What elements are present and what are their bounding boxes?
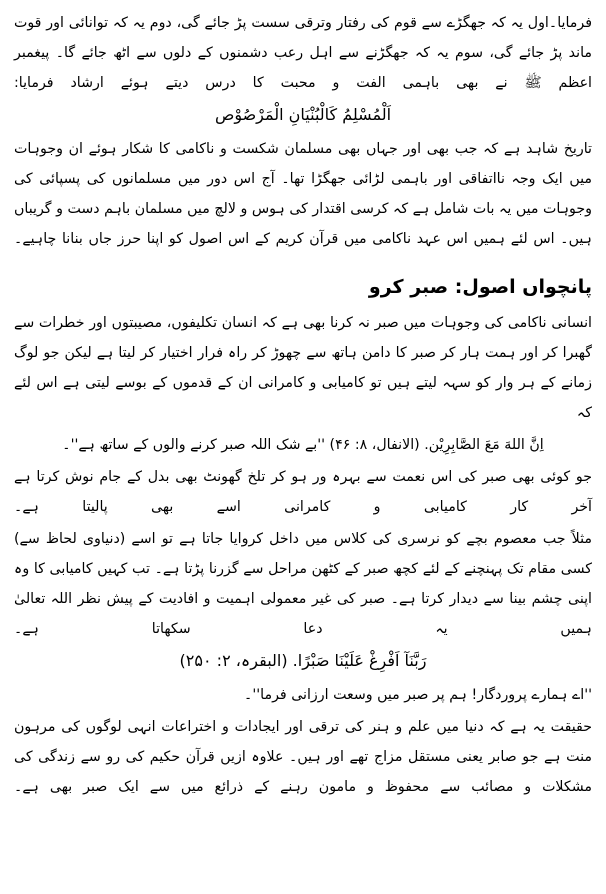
hadith-arabic-line: اَلْمُسْلِمُ کَالْبُنْیَانِ الْمَرْصُوْص xyxy=(214,105,392,124)
spacer xyxy=(14,256,592,260)
paragraph-patience-3: مثلاً جب معصوم بچے کو نرسری کی کلاس میں داخل کروایا جاتا ہے تو اسے (دنیاوی لحاظ سے) کسی مقام تک پہنچنے کے لئے کچھ صبر کے کٹھن مراحل سے گزرنا پڑتا ہے۔ تب کہیں کامیابی کا وہ اپنی چشم بینا سے دیدار کرتا ہے۔ صبر کی غیر معمولی اہمیت و افادیت کے پیش نظر اللہ تعالیٰ ہمیں یہ دعا سکھاتا ہے۔ xyxy=(14,531,592,637)
paragraph-patience-1: انسانی ناکامی کی وجوہات میں صبر نہ کرنا بھی ہے کہ انسان تکلیفوں، مصیبتوں اور خطرات سے گھبرا کر اور ہمت ہار کر صبر کا دامن ہاتھ سے چھوڑ کر راہ فرار اختیار کر لیتا ہے لیکن جو لوگ زمانے کے ہر وار کو سہہ لیتے ہیں تو کامیابی و کامرانی ان کے قدموں کے بوسے لیتی ہے اس لئے کہ xyxy=(14,315,592,421)
section-heading-fifth-principle: پانچواں اصول: صبر کرو xyxy=(368,276,592,298)
paragraph-conclusion: حقیقت یہ ہے کہ دنیا میں علم و ہنر کی ترقی اور ایجادات و اختراعات انہی لوگوں کی مرہون منت ہے جو صابر یعنی مستقل مزاج تھے اور ہیں۔ علاوہ ازیں قرآن حکیم کی رو سے زندگی کی مشکلات و مصائب سے محفوظ و مامون رہنے کے ذرائع میں سے ایک صبر بھی ہے۔ xyxy=(14,719,592,795)
paragraph-intro: فرمایا۔اول یہ کہ جھگڑے سے قوم کی رفتار وترقی سست پڑ جائے گی، دوم یہ کہ توانائی اور قوت ماند پڑ جائے گی، سوم یہ کہ جھگڑنے سے اہل رعب دشمنوں کے دلوں سے اٹھ جائے گا۔ پیغمبر اعظم ﷺ نے بھی باہمی الفت و محبت کا درس دیتے ہوئے ارشاد فرمایا: xyxy=(14,15,592,91)
quran-quote-anfal: اِنَّ اللهَ مَعَ الصَّابِرِیْن. (الانفال، ۸: ۴۶) ''بے شک اللہ صبر کرنے والوں کے ساتھ ہے''۔ xyxy=(62,437,544,453)
quran-quote-baqarah: رَبَّنَآ اَفْرِغْ عَلَیْنَا صَبْرًا. (البقرہ، ۲: ۲۵۰) xyxy=(179,651,427,670)
paragraph-patience-2: جو کوئی بھی صبر کی اس نعمت سے بہرہ ور ہو کر تلخ گھونٹ بھی بدل کے جام نوش کرتا ہے آخر کار کامیابی و کامرانی اسے بھی پالیتا ہے۔ xyxy=(14,469,592,515)
paragraph-translation: ''اے ہمارے پروردگار! ہم پر صبر میں وسعت ارزانی فرما''۔ xyxy=(244,687,592,703)
paragraph-history: تاریخ شاہد ہے کہ جب بھی اور جہاں بھی مسلمان شکست و ناکامی کا شکار ہوئے ان وجوہات میں ایک وجہ نااتفاقی اور باہمی لڑائی جھگڑا تھا۔ آج اس دور میں مسلمانوں کی پسپائی کی وجوہات میں یہ بات شامل ہے کہ کرسی اقتدار کی ہوس و لالچ میں مسلمان باہم دست و گریباں ہیں۔ اس لئے ہمیں اس عہد ناکامی میں قرآن کریم کے اس اصول کو اپنا حرز جاں بنانا چاہیے۔ xyxy=(14,141,592,247)
